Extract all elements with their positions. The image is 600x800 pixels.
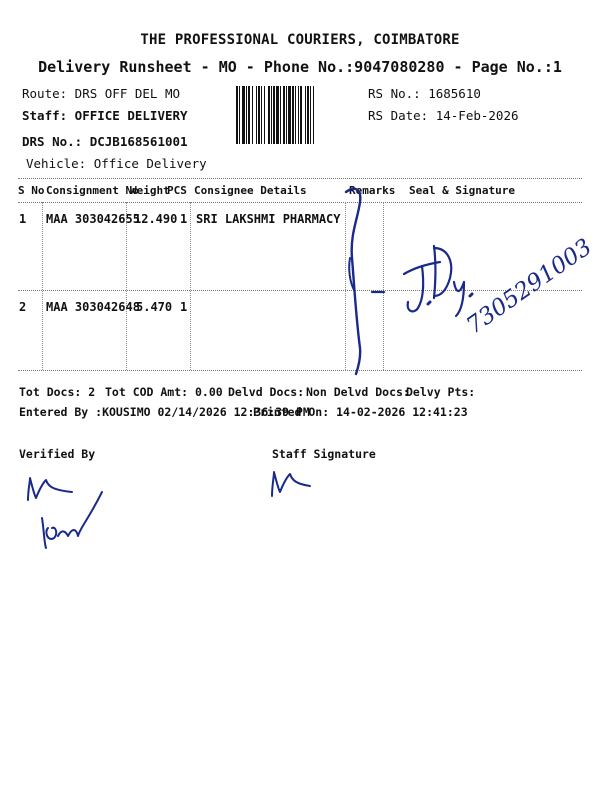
- table-bottom-rule: [18, 370, 582, 371]
- row2-weight: 5.470: [136, 300, 173, 314]
- col-header-pcs: PCS: [167, 184, 187, 197]
- non-delvd-docs: Non Delvd Docs:: [306, 385, 410, 399]
- row2-pcs: 1: [180, 300, 188, 314]
- delvy-pts: Delvy Pts:: [406, 385, 476, 399]
- row1-consignee: SRI LAKSHMI PHARMACY: [196, 212, 341, 226]
- row1-pcs: 1: [180, 212, 188, 226]
- staff-signature-label: Staff Signature: [272, 447, 376, 461]
- barcode-gap: [314, 86, 316, 144]
- col-header-consignee: Consignee Details: [194, 184, 307, 197]
- row1-consignment: MAA 303042655: [46, 212, 140, 226]
- entered-by: Entered By :KOUSIMO 02/14/2026 12:36:39 PM: [19, 405, 310, 419]
- delvd-docs: Delvd Docs:: [228, 385, 305, 399]
- col-divider: [190, 202, 191, 370]
- table-header-rule: [18, 202, 582, 203]
- tot-docs: Tot Docs: 2: [19, 385, 96, 399]
- runsheet-subtitle: Delivery Runsheet - MO - Phone No.:9047080280 - Page No.:1: [38, 58, 562, 76]
- consignee-signature: [400, 238, 480, 322]
- drs-number: DRS No.: DCJB168561001: [22, 134, 188, 149]
- handwritten-phone: 7305291003: [462, 234, 597, 340]
- staff-signature-mark: [268, 466, 328, 506]
- col-header-weight: Weight: [130, 184, 170, 197]
- col-divider: [42, 202, 43, 370]
- vehicle-label: Vehicle: Office Delivery: [26, 156, 207, 171]
- row1-weight: 12.490: [134, 212, 178, 226]
- verified-by-label: Verified By: [19, 447, 96, 461]
- col-header-seal-signature: Seal & Signature: [409, 184, 515, 197]
- staff-label: Staff: OFFICE DELIVERY: [22, 108, 188, 123]
- tot-cod-amt: Tot COD Amt: 0.00: [105, 385, 223, 399]
- barcode: [236, 86, 362, 144]
- col-header-remarks: Remarks: [349, 184, 396, 197]
- remarks-bracket-mark: [330, 178, 390, 378]
- table-top-rule: [18, 178, 582, 179]
- printed-on: Printed On: 14-02-2026 12:41:23: [253, 405, 468, 419]
- row2-consignment: MAA 303042648: [46, 300, 140, 314]
- table-row-divider: [18, 290, 582, 291]
- row2-sno: 2: [19, 300, 27, 314]
- col-divider: [126, 202, 127, 370]
- rs-number: RS No.: 1685610: [368, 86, 481, 101]
- route-label: Route: DRS OFF DEL MO: [22, 86, 181, 101]
- rs-date: RS Date: 14-Feb-2026: [368, 108, 519, 123]
- verified-by-signature: [22, 470, 122, 550]
- col-header-consignment: Consignment No: [46, 184, 139, 197]
- col-header-sno: S No: [18, 184, 45, 197]
- company-title: THE PROFESSIONAL COURIERS, COIMBATORE: [140, 32, 460, 48]
- row1-sno: 1: [19, 212, 27, 226]
